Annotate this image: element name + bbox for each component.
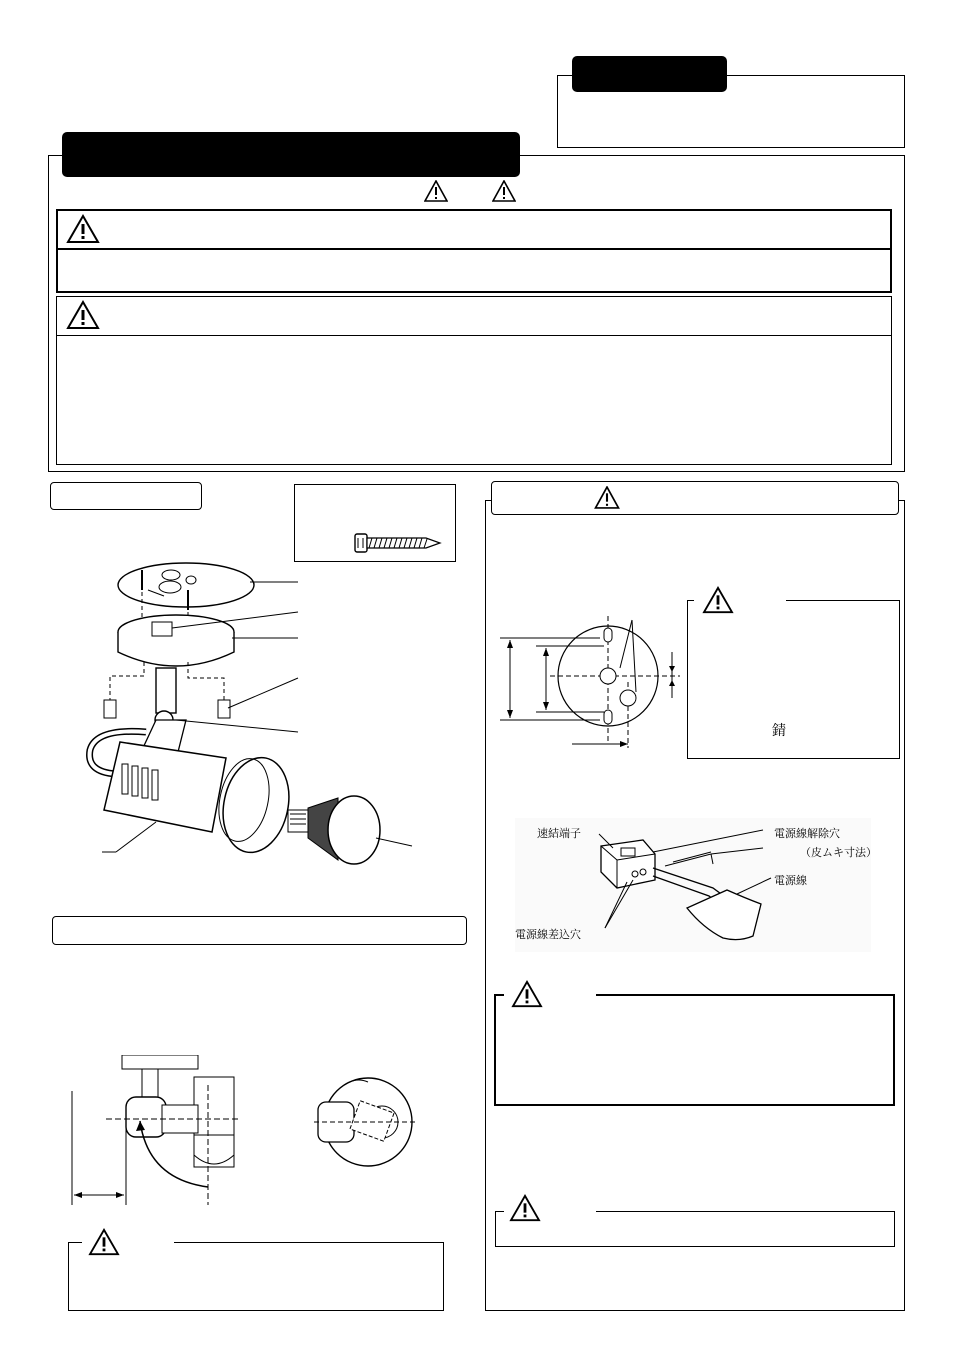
rotation-front-diagram [310, 1068, 420, 1168]
warning-triangle-icon [594, 486, 620, 509]
power-cord-label: 電源線 [774, 874, 807, 887]
strip-length-label: （皮ムキ寸法） [800, 846, 877, 859]
warning-triangle-icon [492, 180, 516, 202]
install-heading-box [491, 481, 899, 515]
quick-terminal-label: 速結端子 [537, 827, 581, 840]
final-caution-box [495, 1211, 895, 1247]
rotation-side-diagram [66, 1055, 246, 1205]
release-hole-label: 電源線解除穴 [774, 827, 840, 840]
mounting-hole-diagram [500, 612, 690, 752]
adjustment-heading-box [52, 916, 467, 945]
caution-box [56, 296, 892, 465]
warning-triangle-icon [509, 1194, 541, 1222]
fixture-exploded-diagram [76, 560, 436, 880]
warning-triangle-icon [511, 980, 543, 1008]
rust-caution-box [687, 600, 900, 759]
rust-label: 錆 [772, 723, 786, 739]
warning-triangle-icon [88, 1228, 120, 1256]
warning-triangle-icon [66, 214, 100, 244]
warning-triangle-icon [424, 180, 448, 202]
warning-triangle-icon [702, 586, 734, 614]
danger-box [56, 209, 892, 293]
notice-box [557, 75, 905, 148]
insert-hole-label: 電源線差込穴 [515, 928, 581, 941]
parts-heading-box [50, 482, 202, 510]
danger-divider [57, 248, 891, 250]
wiring-caution-box [494, 994, 895, 1106]
warning-triangle-icon [66, 300, 100, 330]
adjustment-caution-box [68, 1242, 444, 1311]
safety-title-bar [62, 132, 520, 177]
caution-divider [57, 335, 891, 336]
wood-screw-icon [354, 532, 444, 554]
